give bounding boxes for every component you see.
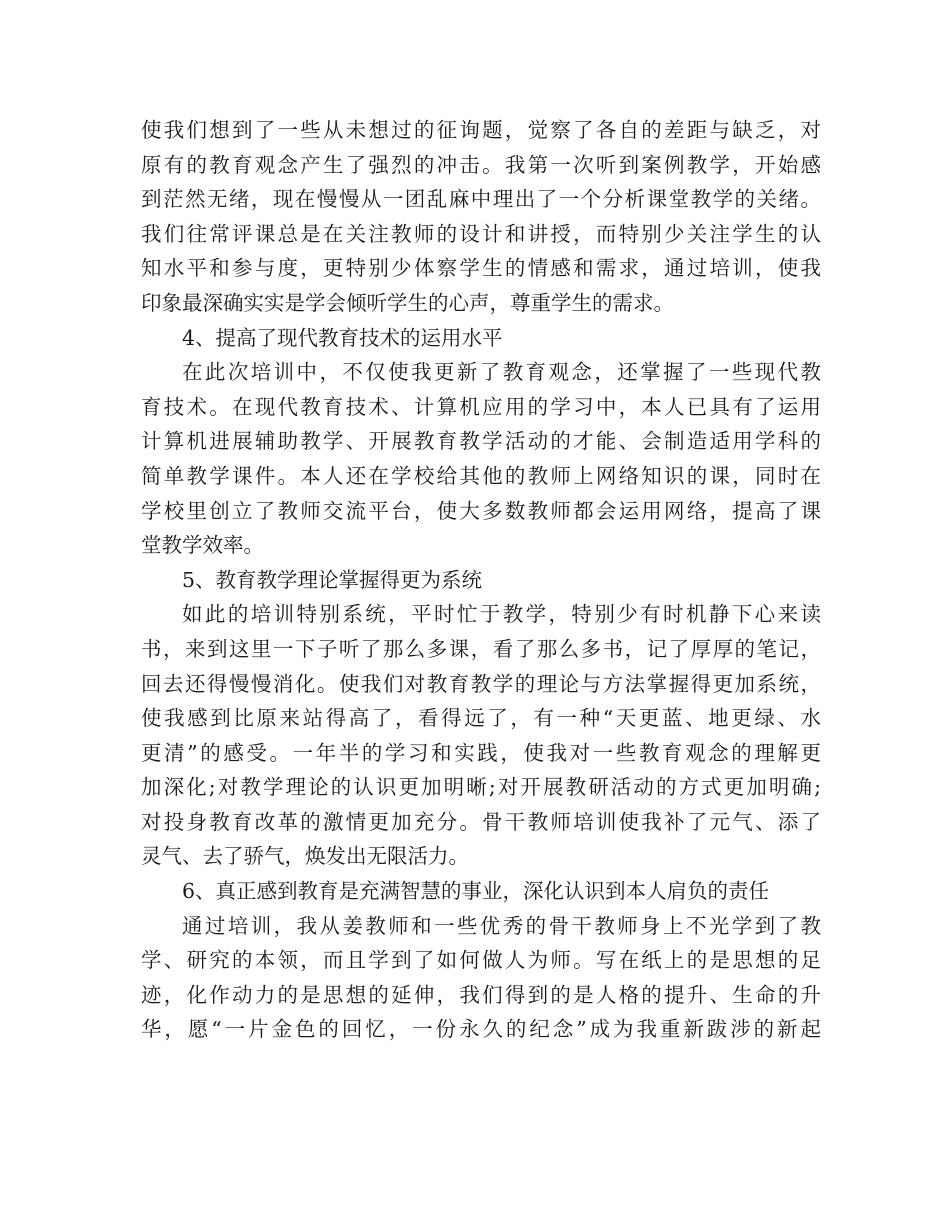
paragraph-line: 知水平和参与度，更特别少体察学生的情感和需求，通过培训，使我	[141, 256, 821, 281]
paragraph-line: 书，来到这里一下子听了那么多课，看了那么多书，记了厚厚的笔记，	[141, 636, 821, 661]
paragraph-line: 堂教学效率。	[141, 533, 264, 558]
section-heading: 6、真正感到教育是充满智慧的事业，深化认识到本人肩负的责任	[182, 879, 770, 904]
paragraph-line: 对投身教育改革的激情更加充分。骨干教师培训使我补了元气、添了	[141, 809, 821, 834]
paragraph-line: 使我感到比原来站得高了，看得远了，有一种“天更蓝、地更绿、水	[141, 706, 821, 731]
paragraph-line: 灵气、去了骄气，焕发出无限活力。	[141, 844, 469, 869]
paragraph-line: 在此次培训中，不仅使我更新了教育观念，还掌握了一些现代教	[182, 360, 821, 385]
section-heading: 5、教育教学理论掌握得更为系统	[182, 567, 483, 592]
paragraph-line: 简单教学课件。本人还在学校给其他的教师上网络知识的课，同时在	[141, 463, 821, 488]
paragraph-line: 学校里创立了教师交流平台，使大多数教师都会运用网络，提高了课	[141, 498, 821, 523]
paragraph-line: 育技术。在现代教育技术、计算机应用的学习中，本人已具有了运用	[141, 394, 821, 419]
paragraph-line: 华，愿“一片金色的回忆，一份永久的纪念”成为我重新跋涉的新起	[141, 1017, 821, 1042]
paragraph-line: 我们往常评课总是在关注教师的设计和讲授，而特别少关注学生的认	[141, 221, 821, 246]
paragraph-line: 加深化;对教学理论的认识更加明晰;对开展教研活动的方式更加明确;	[141, 775, 821, 800]
paragraph-line: 使我们想到了一些从未想过的征询题，觉察了各自的差距与缺乏，对	[141, 118, 821, 142]
paragraph-line: 原有的教育观念产生了强烈的冲击。我第一次听到案例教学，开始感	[141, 152, 821, 177]
paragraph-line: 如此的培训特别系统，平时忙于教学，特别少有时机静下心来读	[182, 602, 821, 627]
paragraph-line: 更清”的感受。一年半的学习和实践，使我对一些教育观念的理解更	[141, 740, 821, 765]
document-body	[141, 113, 821, 1047]
paragraph-line: 计算机进展辅助教学、开展教育教学活动的才能、会制造适用学科的	[141, 429, 821, 454]
paragraph-line: 通过培训，我从姜教师和一些优秀的骨干教师身上不光学到了教	[182, 913, 821, 938]
paragraph-line: 回去还得慢慢消化。使我们对教育教学的理论与方法掌握得更加系统，	[141, 671, 821, 696]
paragraph-line: 印象最深确实实是学会倾听学生的心声，尊重学生的需求。	[141, 290, 674, 315]
paragraph-line: 学、研究的本领，而且学到了如何做人为师。写在纸上的是思想的足	[141, 948, 821, 973]
section-heading: 4、提高了现代教育技术的运用水平	[182, 325, 503, 350]
paragraph-line: 迹，化作动力的是思想的延伸，我们得到的是人格的提升、生命的升	[141, 982, 821, 1007]
paragraph-line: 到茫然无绪，现在慢慢从一团乱麻中理出了一个分析课堂教学的关绪。	[141, 187, 821, 212]
